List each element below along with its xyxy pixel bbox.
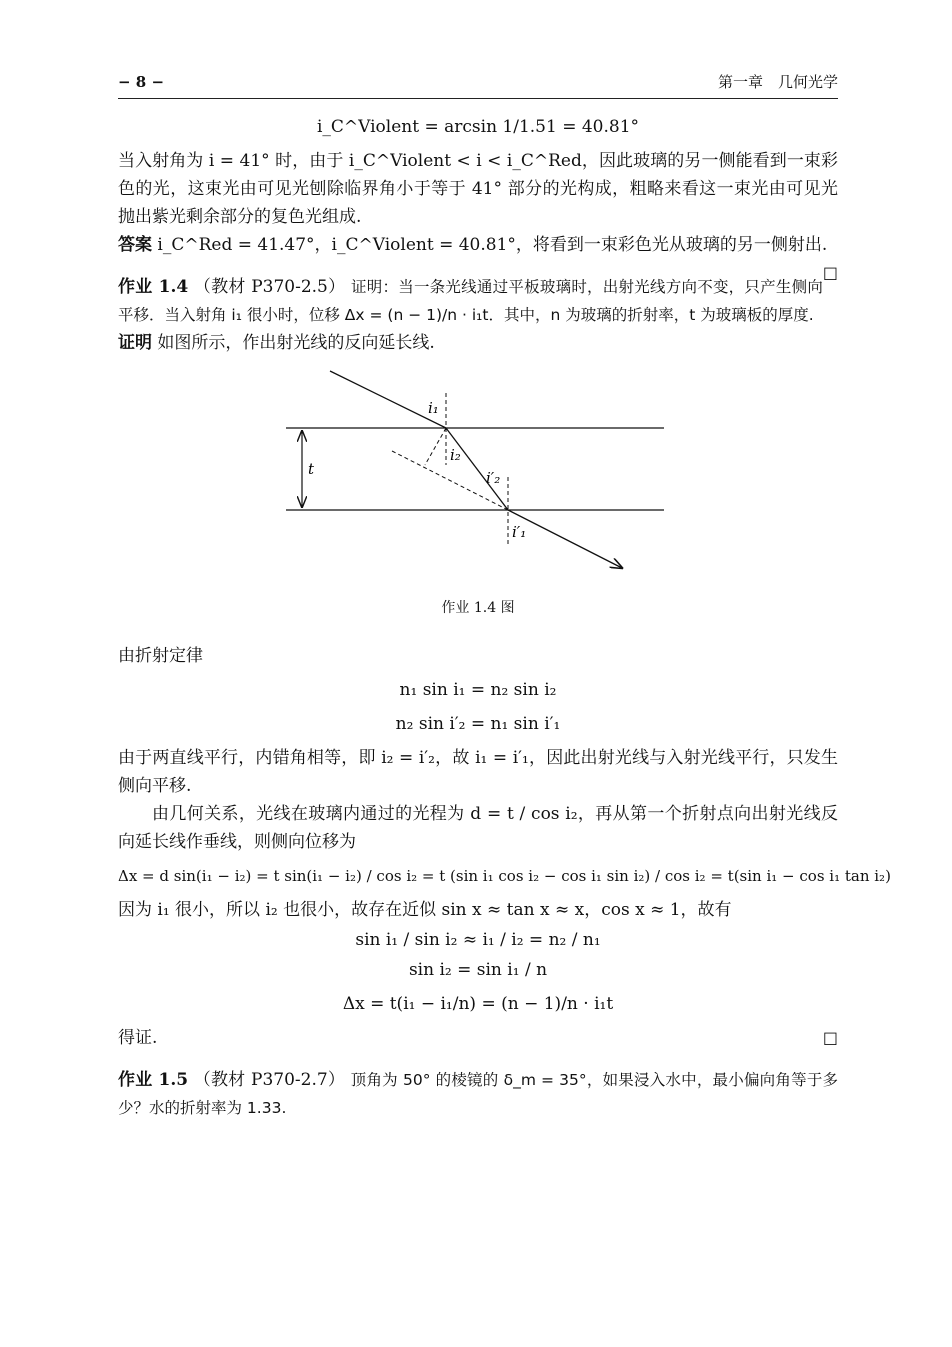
label-t: t [308, 460, 315, 478]
proof-line [118, 329, 838, 357]
exercise-1-5-ref: （教材 P370-2.7） [193, 1070, 346, 1090]
answer-text: i_C^Red = 41.47°，i_C^Violent = 40.81°，将看到一束彩色光从玻璃的另一侧射出. [157, 235, 828, 255]
refraction-law-intro: 由折射定律 [118, 646, 203, 666]
equation-snell-2: n₂ sin i′₂ = n₁ sin i′₁ [395, 714, 561, 734]
exercise-1-4-title: 作业 1.4 [118, 277, 189, 297]
figure-1-4 [118, 365, 838, 590]
equation-lateral-shift: Δx = d sin(i₁ − i₂) = t sin(i₁ − i₂) / cos i₂ = t (sin i₁ cos i₂ − cos i₁ sin i₂) / cos i₂ = t(sin i₁ − cos i₁ tan i₂) [118, 867, 891, 885]
qed-mark-2: □ [822, 1028, 838, 1047]
figure-caption: 作业 1.4 图 [441, 600, 515, 616]
page [118, 70, 891, 1122]
equation-sin-i2: sin i₂ = sin i₁ / n [408, 960, 548, 980]
equation-violent-text: i_C^Violent = arcsin 1/1.51 = 40.81° [316, 117, 640, 137]
conclusion-text: 得证. [118, 1028, 158, 1048]
paragraph-1: 当入射角为 i = 41° 时，由于 i_C^Violent < i < i_C^Red，因此玻璃的另一侧能看到一束彩色的光，这束光由可见光刨除临界角小于等于 41° 部分的光构成，粗略来看这一束光由可见光抛出紫光剩余部分的复色光组成. [118, 151, 838, 227]
exercise-1-4 [118, 273, 838, 329]
qed-mark: □ [822, 263, 838, 282]
refraction-diagram [282, 365, 672, 587]
perpendicular-line [425, 428, 446, 465]
equation-snell-1: n₁ sin i₁ = n₂ sin i₂ [399, 680, 557, 700]
proof-label: 证明 [118, 333, 152, 353]
equation-violent-critical [118, 113, 838, 141]
proof-text: 如图所示，作出射光线的反向延长线. [157, 333, 435, 353]
equation-final-shift: Δx = t(i₁ − i₁/n) = (n − 1)/n · i₁t [342, 994, 614, 1014]
exercise-1-5 [118, 1066, 838, 1122]
equation-small-angle-ratio: sin i₁ / sin i₂ ≈ i₁ / i₂ = n₂ / n₁ [355, 930, 601, 950]
answer-label: 答案 [118, 235, 152, 255]
exercise-1-5-body: 顶角为 50° 的棱镜的 δ_m = 35°，如果浸入水中，最小偏向角等于多少？水的折射率为 1.33. [118, 1071, 839, 1117]
exercise-1-4-body: 证明：当一条光线通过平板玻璃时，出射光线方向不变，只产生侧向平移．当入射角 i₁ 很小时，位移 Δx = (n − 1)/n · i₁t．其中，n 为玻璃的折射率，t 为玻璃板的厚度. [118, 278, 823, 324]
label-i2: i₂ [450, 446, 461, 464]
label-i1-prime: i′₁ [512, 523, 527, 541]
paragraph-2: 由于两直线平行，内错角相等，即 i₂ = i′₂，故 i₁ = i′₁，因此出射光线与入射光线平行，只发生侧向平移. [118, 748, 838, 796]
page-number: − 8 − [118, 73, 165, 91]
paragraph-3: 由几何关系，光线在玻璃内通过的光程为 d = t / cos i₂，再从第一个折射点向出射光线反向延长线作垂线，则侧向位移为 [118, 804, 838, 852]
exercise-1-4-ref: （教材 P370-2.5） [193, 277, 346, 297]
paragraph-4: 因为 i₁ 很小，所以 i₂ 也很小，故存在近似 sin x ≈ tan x ≈ x，cos x ≈ 1，故有 [118, 900, 732, 920]
conclusion-line [118, 1024, 838, 1052]
answer-line [118, 231, 838, 282]
label-i2-prime: i′₂ [486, 469, 501, 487]
chapter-title: 第一章 几何光学 [717, 73, 838, 91]
label-i1: i₁ [428, 399, 439, 417]
exercise-1-5-title: 作业 1.5 [118, 1070, 189, 1090]
page-header [118, 70, 838, 99]
